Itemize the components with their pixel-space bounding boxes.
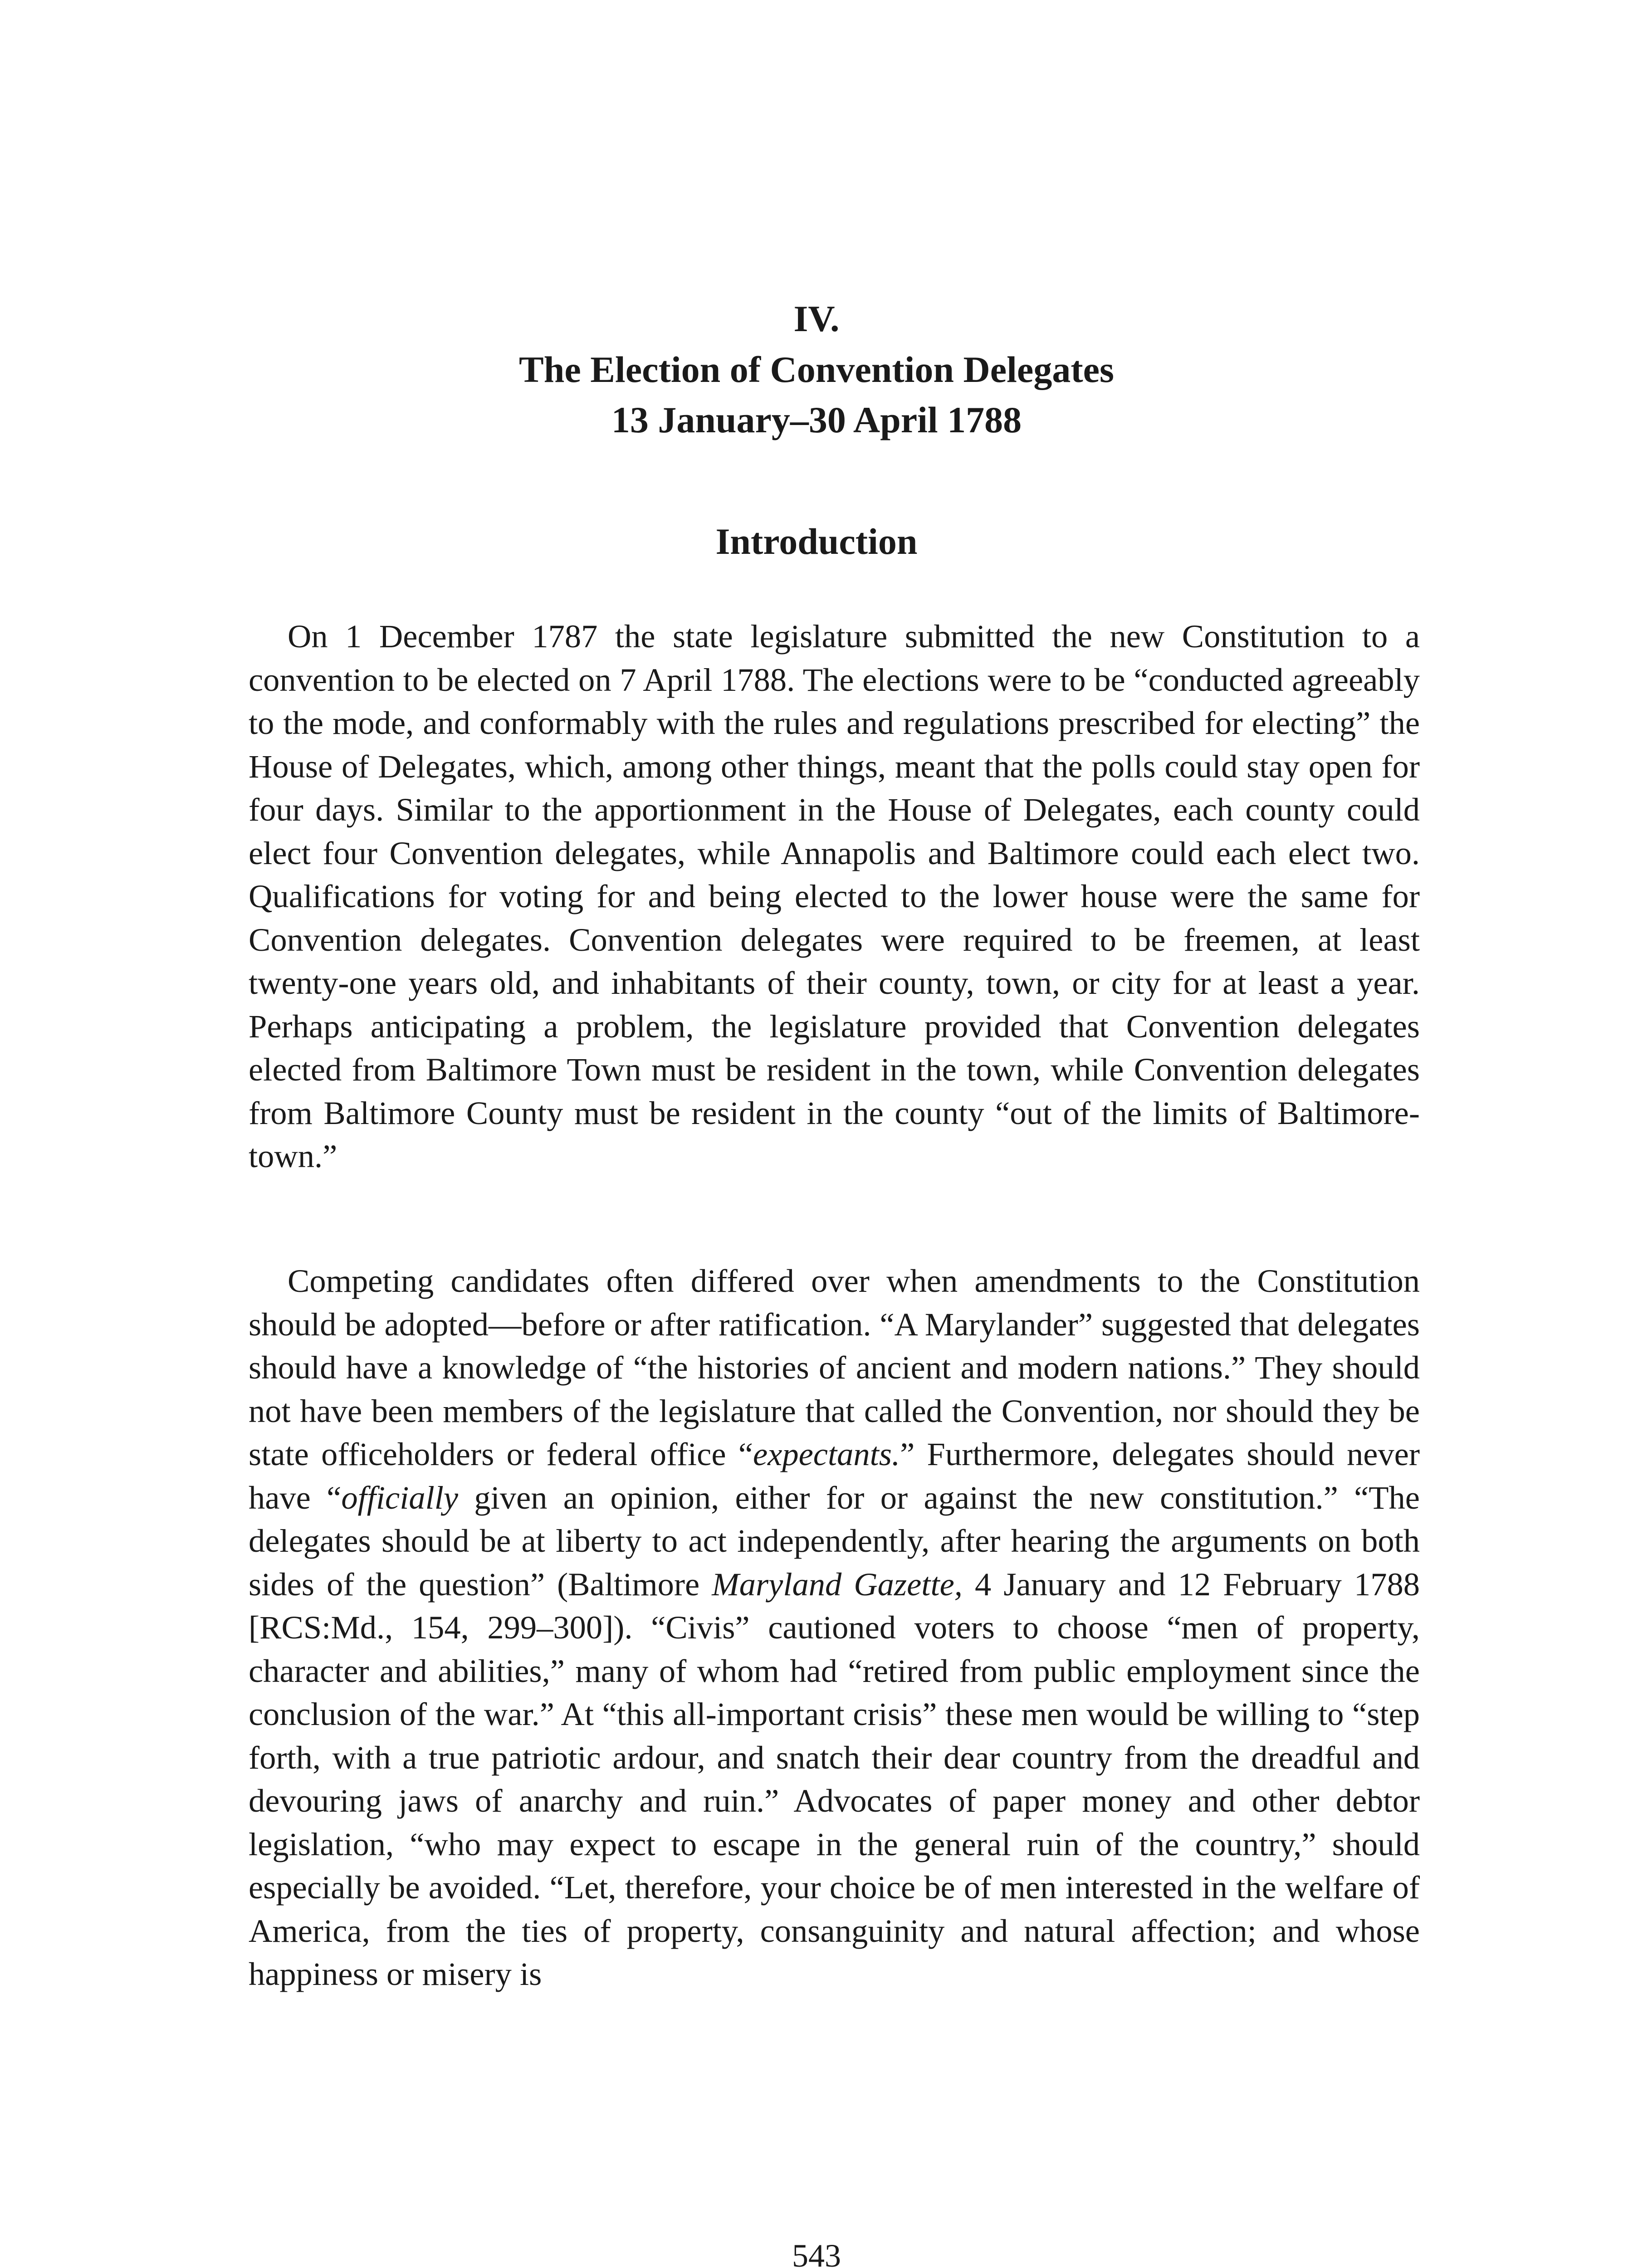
italic-newspaper-title: Maryland Gazette, (712, 1565, 963, 1603)
paragraph-2-text-2: ” Furthermore, delegates should never have “ (249, 1436, 1420, 1516)
paragraph-2-text-1: Competing candidates often differed over when amendments to the Constitution should be adopted—before or after ratification. “A Marylander” suggested that delegates should have a knowledge of “the histories of ancient and modern nations.” They should not have been members of the legislature that called the Convention, nor should they be state officeholders or federal office “ (249, 1262, 1420, 1472)
body-text-paragraph-2-block (249, 1259, 1420, 1996)
page-number: 543 (792, 2238, 841, 2268)
part-date-range: 13 January–30 April 1788 (611, 399, 1022, 440)
paragraph-2-text-4: 4 January and 12 February 1788 [RCS:Md., 154, 299–300]). “Civis” cautioned voters to choose “men of property, character and abilities,” many of whom had “retired from public employment since the conclusion of the war.” At “this all-important crisis” these men would be willing to “step forth, with a true patriotic ardour, and snatch their dear country from the dreadful and devouring jaws of anarchy and ruin.” Advocates of paper money and other debtor legislation, “who may expect to escape in the general ruin of the country,” should especially be avoided. “Let, therefore, your choice be of men interested in the welfare of America, from the ties of property, consanguinity and natural affection; and whose happiness or misery is (249, 1565, 1420, 1992)
italic-officially: officially (341, 1479, 459, 1516)
body-paragraph-2 (249, 1259, 1420, 1996)
paragraph-2-text-3: given an opinion, either for or against the new constitution.” “The delegates should be at liberty to act independently, after hearing the arguments on both sides of the question” (Baltimore (249, 1479, 1420, 1603)
body-text-paragraph-1-block (249, 615, 1420, 1178)
body-paragraph-1: On 1 December 1787 the state legislature submitted the new Constitution to a convention to be elected on 7 April 1788. The elections were to be “conducted agreeably to the mode, and conformably with the rules and regulations prescribed for electing” the House of Delegates, which, among other things, meant that the polls could stay open for four days. Similar to the apportionment in the House of Delegates, each county could elect four Convention delegates, while Annapolis and Baltimore could each elect two. Qualifications for voting for and being elected to the lower house were the same for Convention delegates. Convention delegates were required to be freemen, at least twenty-one years old, and inhabitants of their county, town, or city for at least a year. Perhaps anticipating a problem, the legislature provided that Convention delegates elected from Baltimore Town must be resident in the town, while Convention delegates from Baltimore County must be resident in the county “out of the limits of Baltimore-town.” (249, 618, 1420, 1174)
section-heading: Introduction (715, 521, 918, 562)
part-number: IV. (793, 298, 840, 339)
italic-expectants: expectants. (753, 1436, 900, 1472)
part-title: The Election of Convention Delegates (519, 349, 1114, 390)
